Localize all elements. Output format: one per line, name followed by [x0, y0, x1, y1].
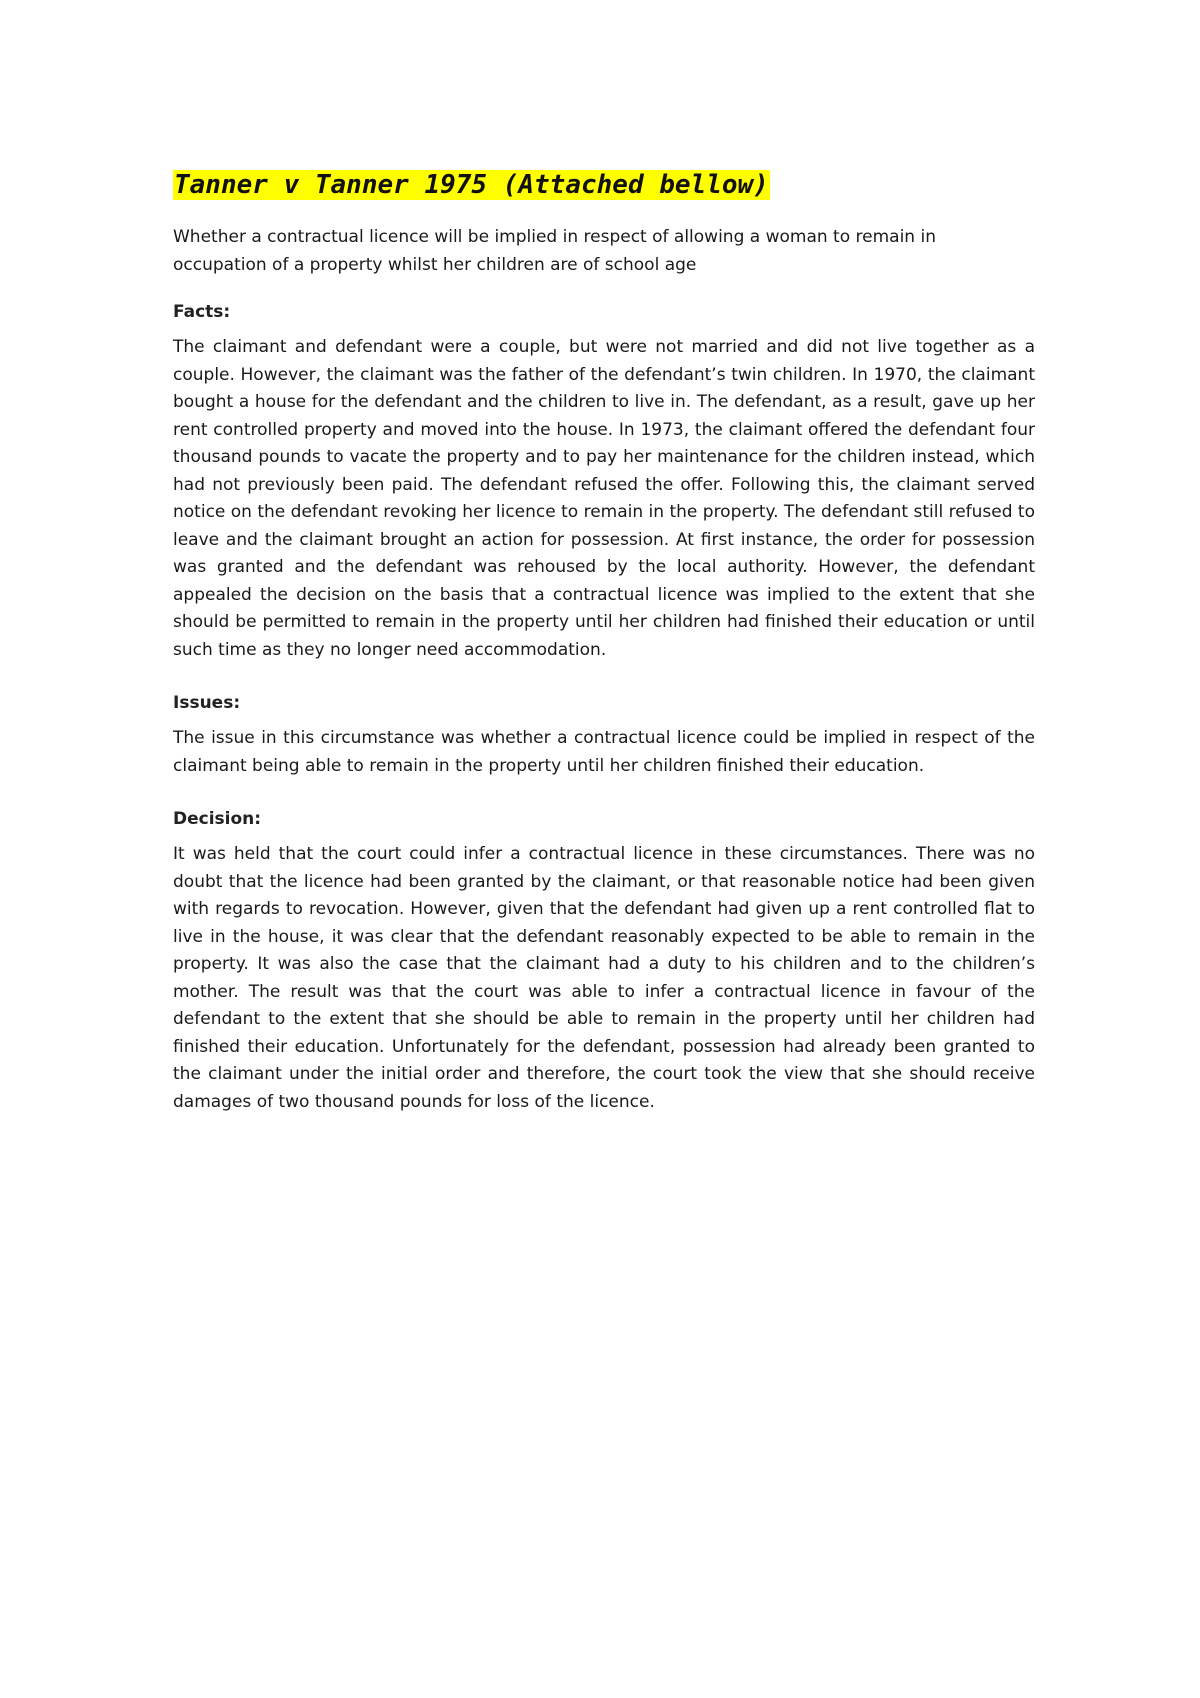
decision-paragraph: It was held that the court could infer a contractual licence in these circumstances. There was no doubt that the licence had been granted by the claimant, or that reasonable notice had been given with regards to revocation. However, given that the defendant had given up a rent controlled flat to live in the house, it was clear that the defendant reasonably expected to be able to remain in the property. It was also the case that the claimant had a duty to his children and to the children’s mother. The result was that the court was able to infer a contractual licence in favour of the defendant to the extent that she should be able to remain in the property until her children had finished their education. Unfortunately for the defendant, possession had already been granted to the claimant under the initial order and therefore, the court took the view that she should receive damages of two thousand pounds for loss of the licence.	[173, 844, 1035, 1112]
facts-heading: Facts:	[173, 302, 231, 322]
facts-paragraph: The claimant and defendant were a couple, but were not married and did not live together as a couple. However, the claimant was the father of the defendant’s twin children. In 1970, the claimant bought a house for the defendant and the children to live in. The defendant, as a result, gave up her rent controlled property and moved into the house. In 1973, the claimant offered the defendant four thousand pounds to vacate the property and to pay her maintenance for the children instead, which had not previously been paid. The defendant refused the offer. Following this, the claimant served notice on the defendant revoking her licence to remain in the property. The defendant still refused to leave and the claimant brought an action for possession. At first instance, the order for possession was granted and the defendant was rehoused by the local authority. However, the defendant appealed the decision on the basis that a contractual licence was implied to the extent that she should be permitted to remain in the property until her children had finished their education or until such time as they no longer need accommodation.	[173, 337, 1035, 660]
document-content	[173, 168, 1035, 1142]
title-highlight: Tanner v Tanner 1975 (Attached bellow)	[174, 170, 769, 200]
case-summary: Whether a contractual licence will be implied in respect of allowing a woman to remain in occupation of a property whilst her children are of school age	[173, 227, 936, 275]
document-title	[173, 168, 1035, 202]
issues-heading: Issues:	[173, 693, 241, 713]
decision-heading: Decision:	[173, 809, 262, 829]
issues-paragraph: The issue in this circumstance was whether a contractual licence could be implied in respect of the claimant being able to remain in the property until her children finished their education.	[173, 728, 1035, 776]
